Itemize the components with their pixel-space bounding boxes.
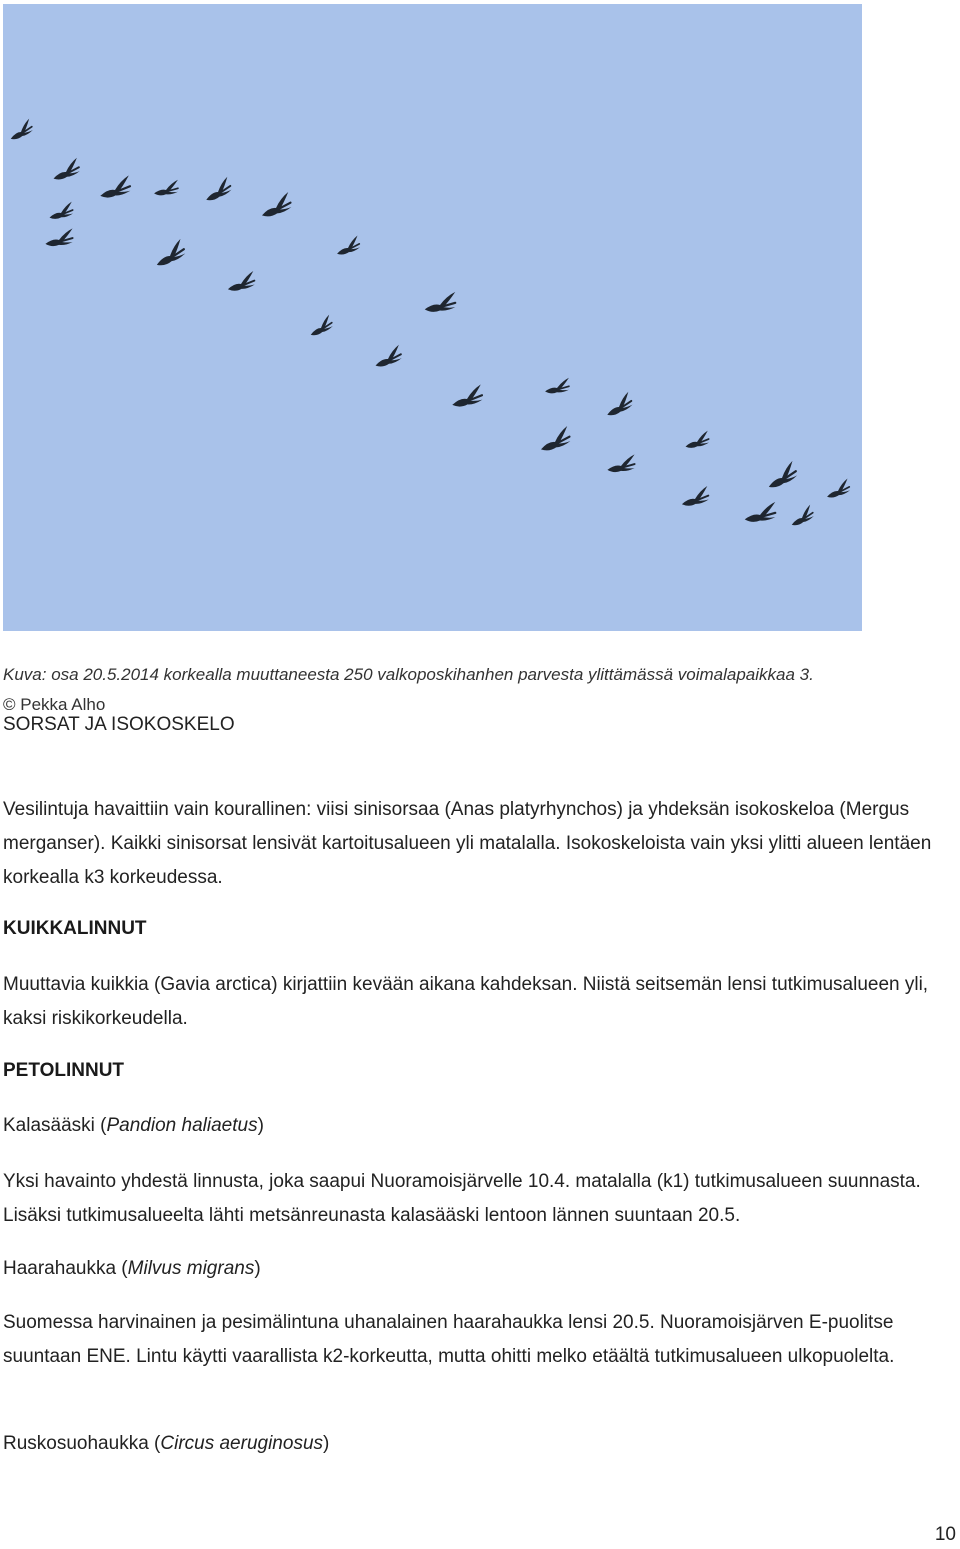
goose-silhouette [45, 228, 72, 246]
species-kalasaaski: Kalasääski (Pandion haliaetus) [3, 1115, 264, 1136]
goose-silhouette [307, 315, 334, 337]
goose-silhouette [824, 479, 851, 499]
goose-silhouette [745, 502, 776, 522]
goose-silhouette [226, 271, 255, 291]
section-petolinnut [3, 1055, 953, 1086]
photo-geese-flock [3, 4, 862, 631]
goose-silhouette [48, 202, 73, 220]
goose-silhouette [154, 180, 178, 196]
section-heading-petolinnut: PETOLINNUT [3, 1060, 125, 1081]
species-kalasaaski-body [3, 1165, 953, 1233]
section-heading-kuikkalinnut: KUIKKALINNUT [3, 918, 147, 939]
species-haarahaukka: Haarahaukka (Milvus migrans) [3, 1258, 261, 1279]
goose-silhouette [50, 158, 80, 181]
goose-silhouette [258, 192, 292, 218]
species-latin-ruskosuohaukka: Circus aeruginosus [160, 1433, 324, 1454]
species-name-kalasaaski: Kalasääski [3, 1115, 95, 1136]
goose-silhouette [545, 378, 569, 394]
species-ruskosuohaukka: Ruskosuohaukka (Circus aeruginosus) [3, 1433, 330, 1454]
goose-silhouette [372, 345, 402, 368]
goose-silhouette [602, 392, 633, 417]
species-name-haarahaukka: Haarahaukka [3, 1258, 117, 1279]
goose-silhouette [680, 486, 709, 506]
goose-silhouette [684, 431, 709, 449]
section-kuikkalinnut-body [3, 968, 953, 1036]
paragraph-kuikkalinnut: Muuttavia kuikkia (Gavia arctica) kirjattiin kevään aikana kahdeksan. Niistä seitsemän lensi tutkimusalueen yli, kaksi riskikorkeudella. [3, 974, 929, 1029]
section-heading-sorsat: SORSAT JA ISOKOSKELO [3, 714, 235, 735]
goose-silhouette [607, 454, 634, 472]
caption-text: Kuva: osa 20.5.2014 korkealla muuttaneesta 250 valkoposkihanhen parvesta ylittämässä voimalapaikkaa 3. [3, 665, 814, 684]
section-sorsat [3, 709, 953, 740]
caption-copyright: © Pekka Alho [3, 695, 106, 714]
species-name-ruskosuohaukka: Ruskosuohaukka [3, 1433, 149, 1454]
goose-silhouette [7, 119, 34, 141]
goose-silhouette [201, 177, 232, 202]
paragraph-haarahaukka: Suomessa harvinainen ja pesimälintuna uhanalainen haarahaukka lensi 20.5. Nuoramoisjärven E-puolitse suuntaan ENE. Lintu käytti vaarallista k2-korkeutta, mutta ohitti melko etäältä tutkimusalueen ulkopuolelta. [3, 1312, 895, 1367]
goose-silhouette [98, 175, 130, 198]
species-haarahaukka-body [3, 1306, 953, 1374]
goose-silhouette [151, 239, 186, 267]
geese-illustration [3, 4, 862, 631]
section-sorsat-body [3, 793, 953, 895]
page-number: 10 [934, 1524, 956, 1545]
goose-silhouette [763, 461, 798, 489]
goose-silhouette [334, 236, 361, 256]
goose-silhouette [788, 505, 815, 527]
goose-silhouette [537, 426, 571, 452]
species-latin-kalasaaski: Pandion haliaetus [106, 1115, 258, 1136]
paragraph-kalasaaski: Yksi havainto yhdestä linnusta, joka saapui Nuoramoisjärvelle 10.4. matalalla (k1) tutkimusalueen suunnasta. Lisäksi tutkimusalueelta lähti metsänreunasta kalasääski lentoon lännen suuntaan 20.5. [3, 1171, 921, 1226]
paragraph-sorsat: Vesilintuja havaittiin vain kourallinen: viisi sinisorsaa (Anas platyrhynchos) ja yhdeksän isokoskeloa (Mergus merganser). Kaikki sinisorsat lensivät kartoitusalueen yli matalalla. Isokoskeloista vain yksi ylitti alueen lentäen korkealla k3 korkeudessa. [3, 799, 932, 888]
goose-silhouette [450, 384, 482, 407]
goose-silhouette [425, 292, 456, 312]
species-latin-haarahaukka: Milvus migrans [127, 1258, 255, 1279]
section-kuikkalinnut [3, 913, 953, 944]
